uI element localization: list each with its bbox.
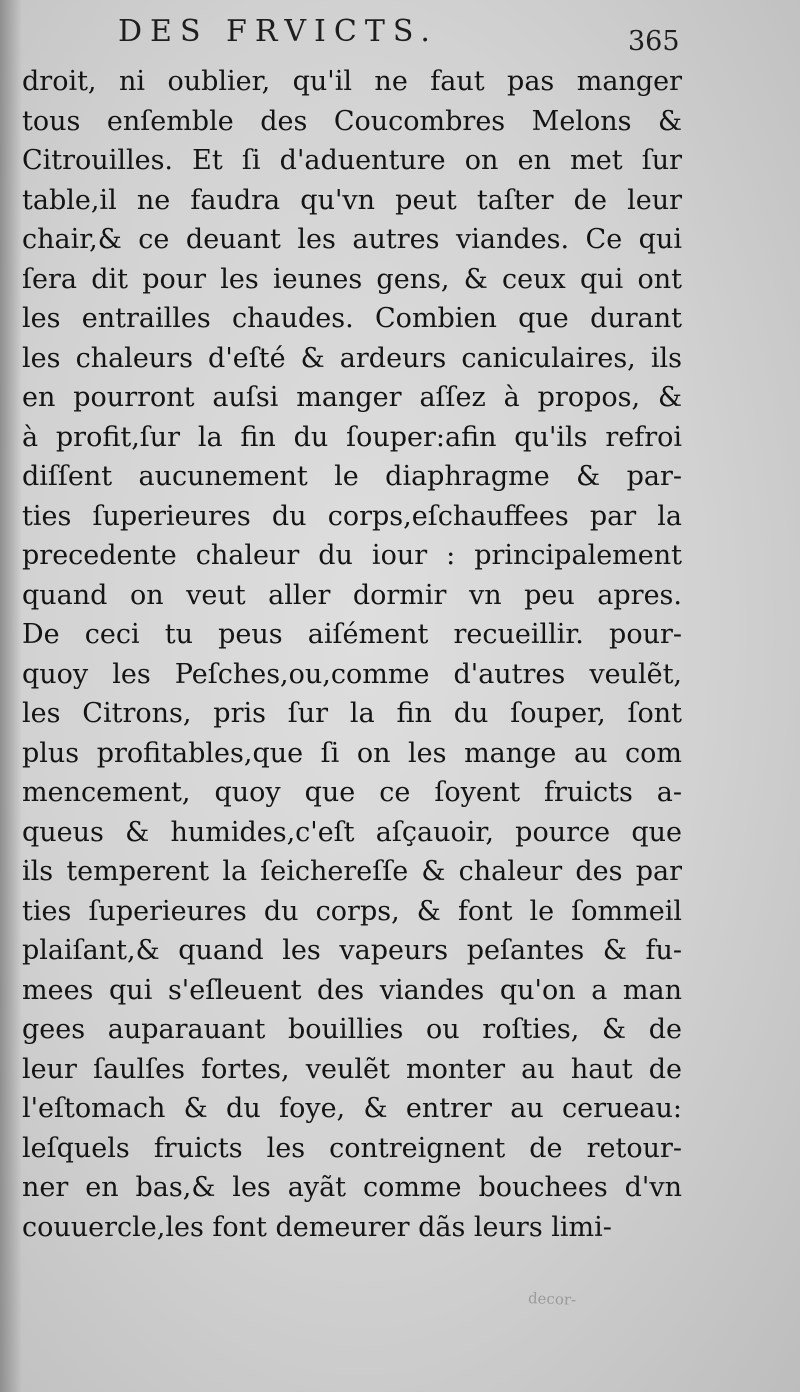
text-line: diſſent aucunement le diaphragme & par- — [22, 461, 682, 492]
text-line: ties ſuperieures du corps,eſchauffees par la — [22, 500, 682, 532]
text-line: leſquels fruicts les contreignent de retour- — [22, 1132, 682, 1164]
text-line: à profit,ſur la fin du ſouper:afin qu'ils refroi — [22, 421, 682, 453]
text-line: tous enſemble des Coucombres Melons & — [22, 105, 682, 137]
body-text — [22, 62, 682, 1247]
text-line: droit, ni oublier, qu'il ne faut pas manger — [22, 66, 682, 97]
text-line: chair,& ce deuant les autres viandes. Ce qui — [22, 224, 682, 255]
text-line: les Citrons, pris ſur la fin du ſouper, ſont — [22, 698, 682, 729]
spine-shadow — [0, 0, 22, 1392]
text-line: ties ſuperieures du corps, & font le ſommeil — [22, 895, 682, 927]
text-line: en pourront auſsi manger aſſez à propos, & — [22, 382, 682, 413]
text-line: les entrailles chaudes. Combien que durant — [22, 303, 682, 334]
page-number: 365 — [628, 26, 680, 57]
text-line: quoy les Peſches,ou,comme d'autres veulẽt, — [22, 658, 682, 690]
text-line: plus profitables,que ſi on les mange au com — [22, 737, 682, 769]
text-line: ner en bas,& les ayãt comme bouchees d'vn — [22, 1172, 682, 1203]
text-line: quand on veut aller dormir vn peu apres. — [22, 579, 682, 611]
text-line: De ceci tu peus aiſément recueillir. pour- — [22, 619, 682, 650]
text-line: table,il ne faudra qu'vn peut taſter de leur — [22, 184, 682, 216]
text-line: ſera dit pour les ieunes gens, & ceux qui ont — [22, 263, 682, 295]
text-line: les chaleurs d'eſté & ardeurs caniculaires, ils — [22, 342, 682, 374]
bleed-through-text: decor- — [527, 1289, 577, 1309]
text-line: mees qui s'eſleuent des viandes qu'on a man — [22, 974, 682, 1006]
text-line: ils temperent la ſeichereſſe & chaleur des par — [22, 856, 682, 887]
text-line: gees auparauant bouillies ou roſties, & de — [22, 1014, 682, 1045]
text-line: mencement, quoy que ce ſoyent fruicts a- — [22, 777, 682, 808]
text-line: couuercle,les font demeurer dãs leurs limi- — [22, 1211, 612, 1243]
running-head: DES FRVICTS. — [118, 14, 438, 49]
text-line: plaiſant,& quand les vapeurs peſantes & fu- — [22, 935, 682, 966]
text-line: queus & humides,c'eſt aſçauoir, pource que — [22, 816, 682, 848]
text-line: precedente chaleur du iour : principalement — [22, 540, 682, 571]
text-line: Citrouilles. Et ſi d'aduenture on en met ſur — [22, 145, 682, 176]
text-line: l'eſtomach & du foye, & entrer au cerueau: — [22, 1093, 682, 1124]
text-line: leur ſaulſes fortes, veulẽt monter au haut de — [22, 1053, 682, 1085]
